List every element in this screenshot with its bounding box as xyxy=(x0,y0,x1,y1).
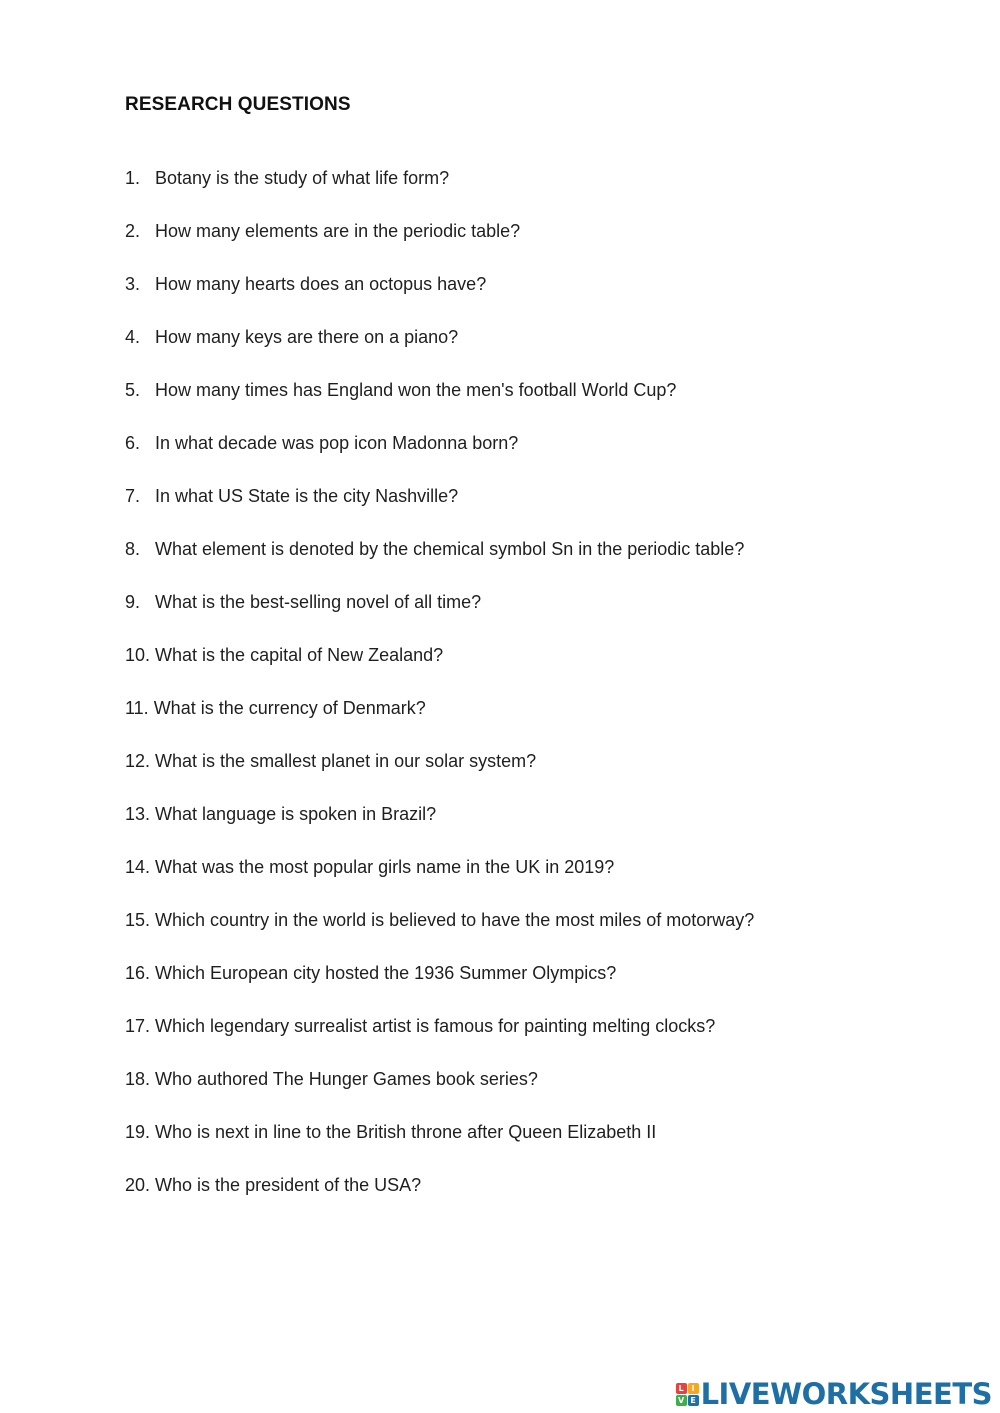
logo-mark-tile: I xyxy=(688,1383,699,1394)
question-number: 2. xyxy=(125,221,141,241)
question-number: 10. xyxy=(125,645,151,665)
liveworksheets-logo[interactable] xyxy=(676,1377,992,1411)
question-text: How many elements are in the periodic table? xyxy=(155,221,521,241)
question-text: Who is next in line to the British throne after Queen Elizabeth II xyxy=(155,1122,657,1142)
question-text: What was the most popular girls name in the UK in 2019? xyxy=(155,857,615,877)
question-item xyxy=(125,219,754,272)
logo-mark-tile: L xyxy=(676,1383,687,1394)
question-number: 15. xyxy=(125,910,151,930)
question-text: How many times has England won the men's football World Cup? xyxy=(155,380,677,400)
question-number: 18. xyxy=(125,1069,151,1089)
question-item xyxy=(125,1173,754,1226)
question-text: In what US State is the city Nashville? xyxy=(155,486,459,506)
question-number: 11. xyxy=(125,698,149,718)
question-text: In what decade was pop icon Madonna born? xyxy=(155,433,519,453)
question-text: What language is spoken in Brazil? xyxy=(155,804,437,824)
question-text: How many keys are there on a piano? xyxy=(155,327,459,347)
question-number: 5. xyxy=(125,380,141,400)
question-item xyxy=(125,1067,754,1120)
question-number: 17. xyxy=(125,1016,151,1036)
question-text: How many hearts does an octopus have? xyxy=(155,274,487,294)
question-number: 1. xyxy=(125,168,141,188)
question-item xyxy=(125,166,754,219)
logo-mark-icon xyxy=(676,1383,699,1406)
question-text: Which European city hosted the 1936 Summer Olympics? xyxy=(155,963,617,983)
question-number: 4. xyxy=(125,327,141,347)
question-item xyxy=(125,484,754,537)
question-item xyxy=(125,696,754,749)
question-number: 20. xyxy=(125,1175,151,1195)
question-item xyxy=(125,431,754,484)
question-text: Which legendary surrealist artist is famous for painting melting clocks? xyxy=(155,1016,716,1036)
question-number: 16. xyxy=(125,963,151,983)
question-list xyxy=(125,166,754,1226)
question-number: 7. xyxy=(125,486,141,506)
question-text: What is the currency of Denmark? xyxy=(153,698,426,718)
question-text: Who is the president of the USA? xyxy=(155,1175,422,1195)
logo-text: LIVEWORKSHEETS xyxy=(700,1377,992,1411)
question-number: 6. xyxy=(125,433,141,453)
question-number: 9. xyxy=(125,592,141,612)
logo-mark-tile: E xyxy=(688,1395,699,1406)
question-item xyxy=(125,272,754,325)
question-item xyxy=(125,378,754,431)
question-item xyxy=(125,590,754,643)
question-text: What is the best-selling novel of all time? xyxy=(155,592,482,612)
question-number: 8. xyxy=(125,539,141,559)
question-item xyxy=(125,1120,754,1173)
question-item xyxy=(125,802,754,855)
question-text: Who authored The Hunger Games book series? xyxy=(155,1069,538,1089)
question-number: 3. xyxy=(125,274,141,294)
question-number: 19. xyxy=(125,1122,151,1142)
question-text: Which country in the world is believed to have the most miles of motorway? xyxy=(155,910,755,930)
question-item xyxy=(125,643,754,696)
question-number: 13. xyxy=(125,804,151,824)
question-number: 12. xyxy=(125,751,151,771)
question-item xyxy=(125,749,754,802)
question-text: Botany is the study of what life form? xyxy=(155,168,450,188)
question-item xyxy=(125,908,754,961)
question-item xyxy=(125,325,754,378)
question-item xyxy=(125,1014,754,1067)
question-item xyxy=(125,855,754,908)
question-text: What is the capital of New Zealand? xyxy=(155,645,444,665)
question-item xyxy=(125,537,754,590)
page-title: RESEARCH QUESTIONS xyxy=(125,94,351,115)
question-number: 14. xyxy=(125,857,151,877)
logo-mark-tile: V xyxy=(676,1395,687,1406)
question-item xyxy=(125,961,754,1014)
question-text: What is the smallest planet in our solar system? xyxy=(155,751,537,771)
question-text: What element is denoted by the chemical symbol Sn in the periodic table? xyxy=(155,539,745,559)
